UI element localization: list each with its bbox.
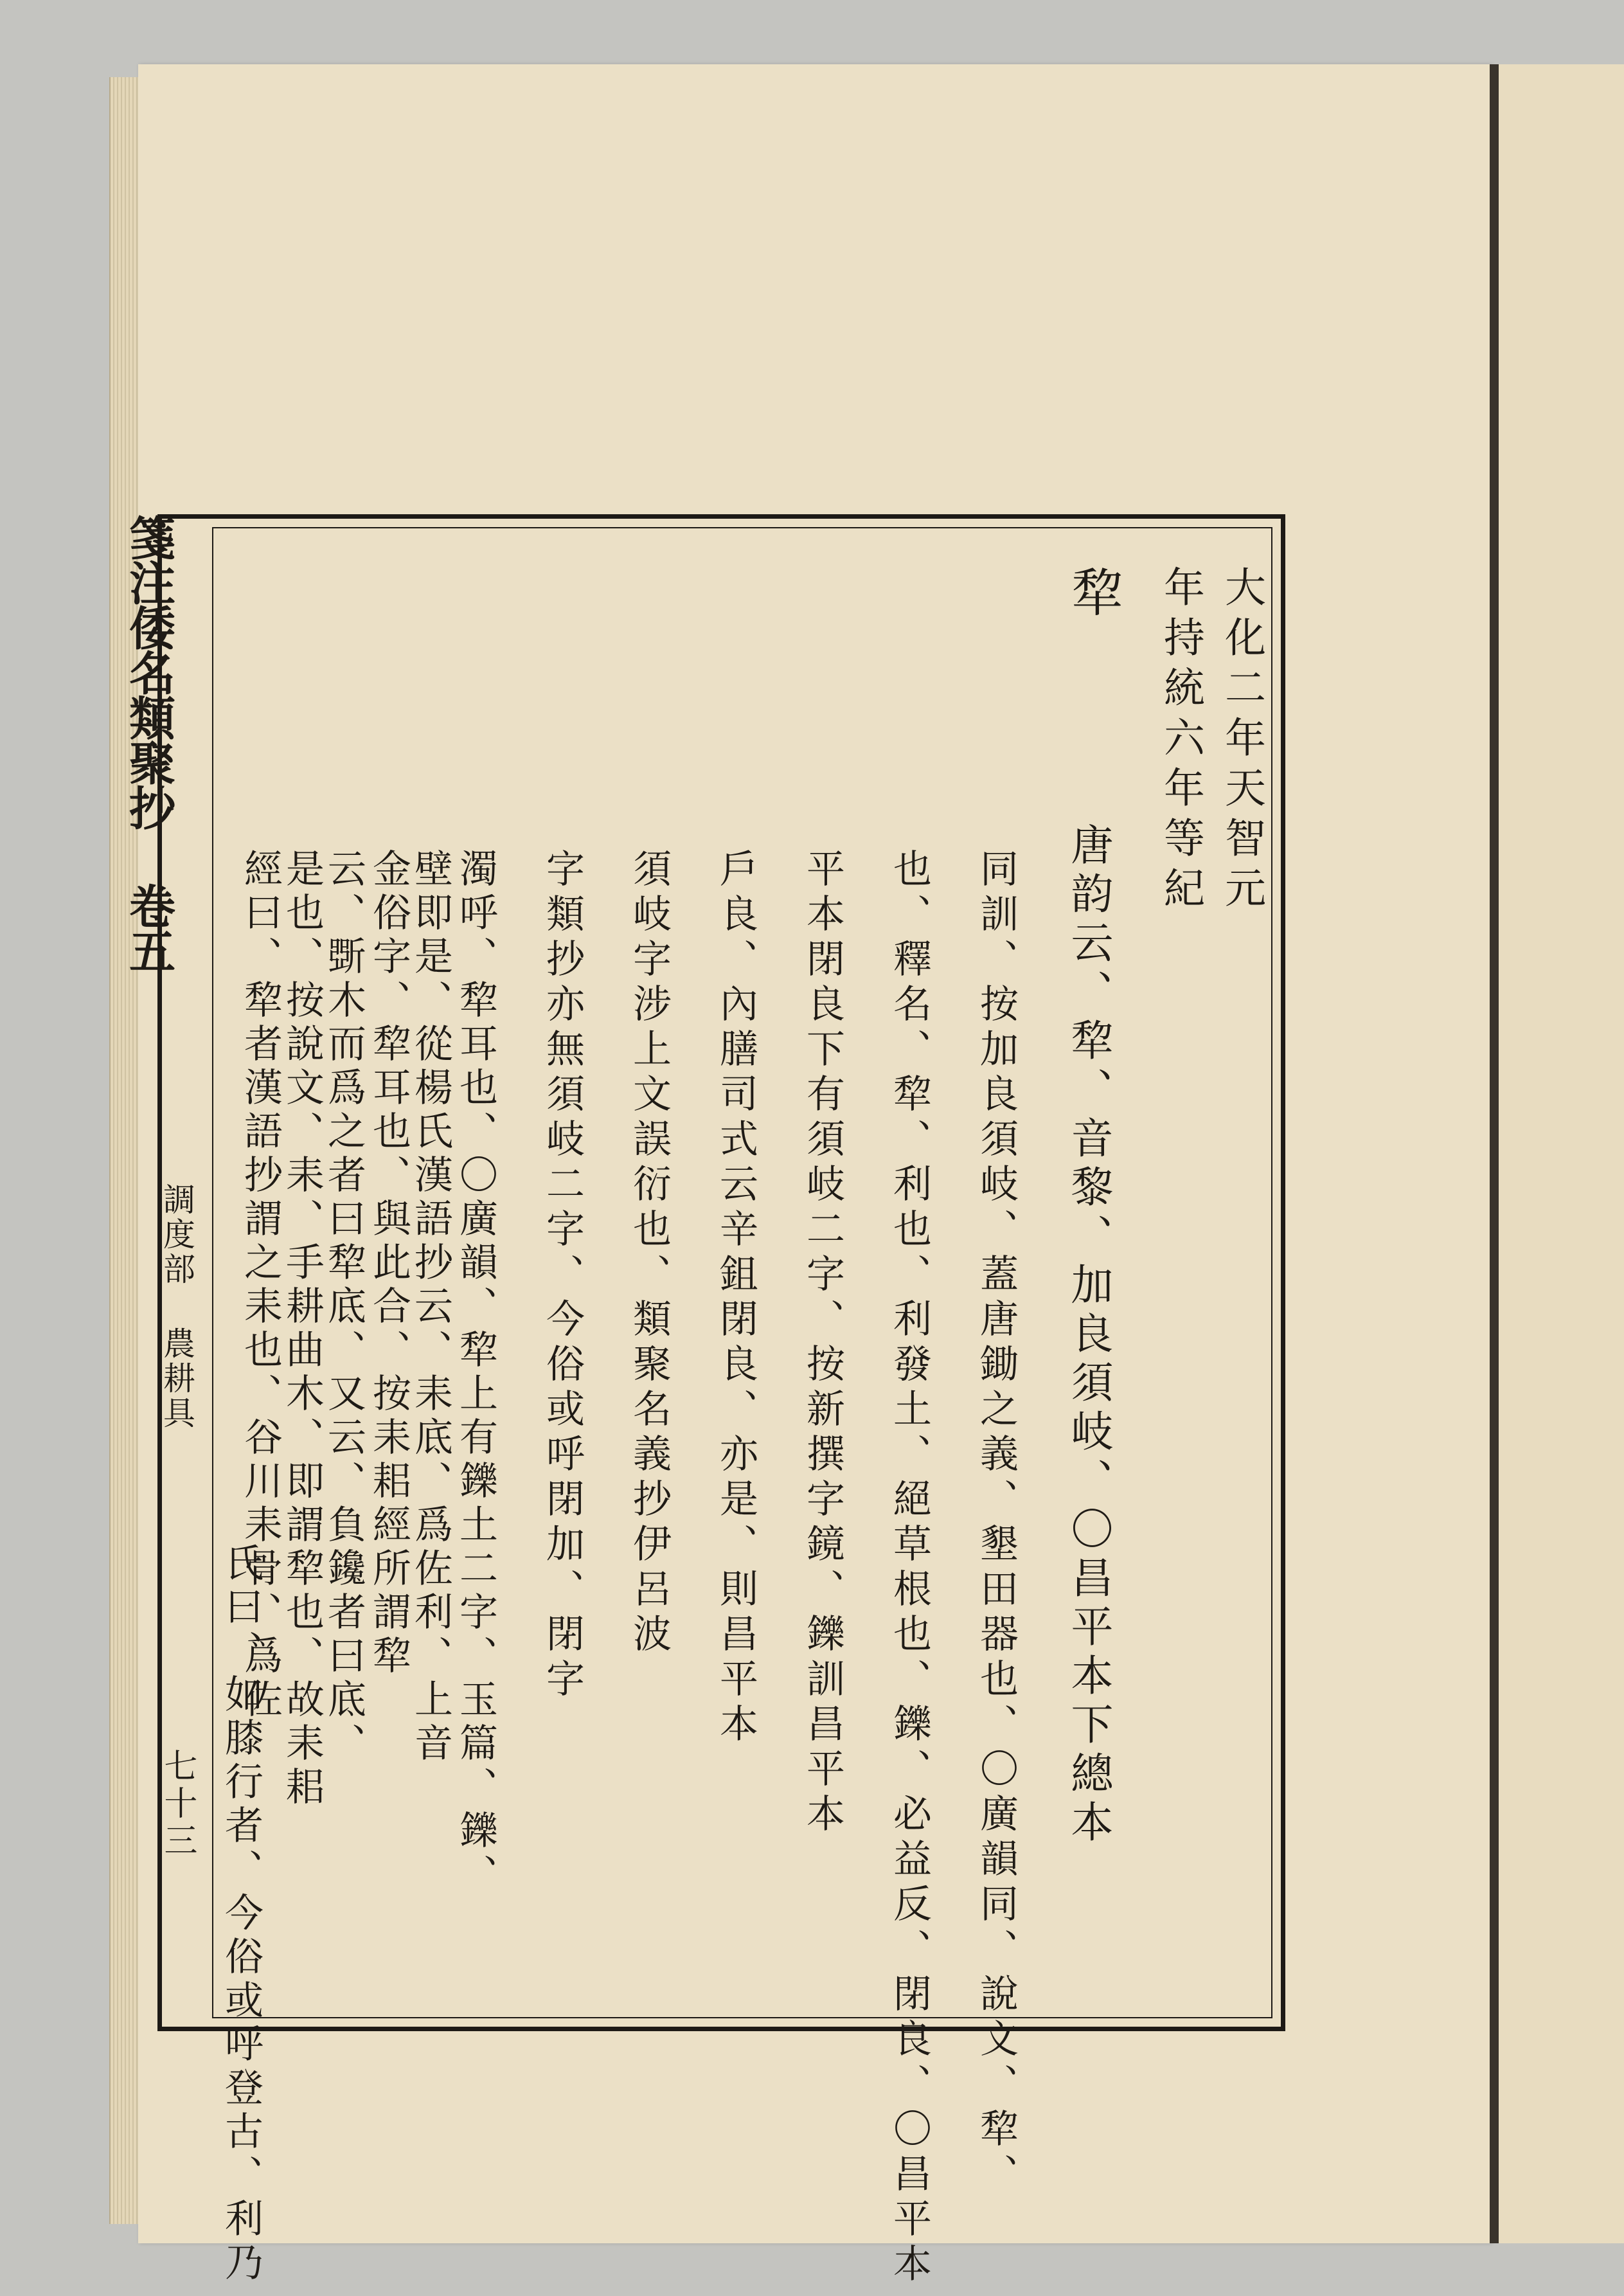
book-gutter bbox=[1490, 64, 1499, 2243]
text-column: 大化二年天智元 bbox=[1218, 566, 1265, 917]
text-column: 戶良、內膳司式云辛鉏閉良、亦是、則昌平本 bbox=[713, 848, 758, 1748]
text-column: 平本閉良下有須岐二字、按新撰字鏡、鑠訓昌平本 bbox=[800, 848, 845, 1838]
next-page bbox=[1499, 64, 1624, 2243]
text-column: 唐韵云、犂、音黎、加良須岐、〇昌平本下總本 bbox=[1064, 823, 1113, 1849]
text-column: 氏曰、如膝行者、今俗或呼登古、利乃 bbox=[219, 1543, 263, 2286]
text-column: 也、釋名、犂、利也、利發土、絕草根也、鑠、必益反、閉良、〇昌平本 bbox=[887, 848, 932, 2288]
text-column: 金俗字、犂耳也、與此合、按耒耜經所謂犂 bbox=[366, 848, 411, 1679]
text-column: 年持統六年等紀 bbox=[1157, 566, 1204, 917]
entry-word: 犂 bbox=[1063, 566, 1123, 617]
text-column: 是也、按說文、耒、手耕曲木、即謂犂也、故耒耜 bbox=[280, 848, 325, 1810]
section-label: 調度部 農耕具 bbox=[158, 1183, 195, 1431]
text-column: 同訓、按加良須岐、蓋唐鋤之義、墾田器也、〇廣韻同、說文、犂、 bbox=[974, 848, 1019, 2198]
margin-title: 箋注倭名類聚抄 卷五 bbox=[121, 514, 176, 973]
text-column: 壁即是、從楊氏漢語抄云、耒底、爲佐利、上音 bbox=[408, 848, 453, 1766]
text-column: 字類抄亦無須岐二字、今俗或呼閉加、閉字 bbox=[540, 848, 585, 1703]
text-column: 須岐字涉上文誤衍也、類聚名義抄伊呂波 bbox=[627, 848, 672, 1658]
text-column: 經曰、犂者漢語抄謂之耒也、谷川耒骨、爲佐 bbox=[238, 848, 283, 1723]
page-number: 七十三 bbox=[158, 1748, 197, 1860]
text-column: 濁呼、犂耳也、〇廣韻、犂上有鑠土二字、玉篇、鑠、 bbox=[453, 848, 498, 1897]
text-column: 云、斲木而爲之者曰犂底、又云、負鑱者曰底、 bbox=[321, 848, 366, 1766]
